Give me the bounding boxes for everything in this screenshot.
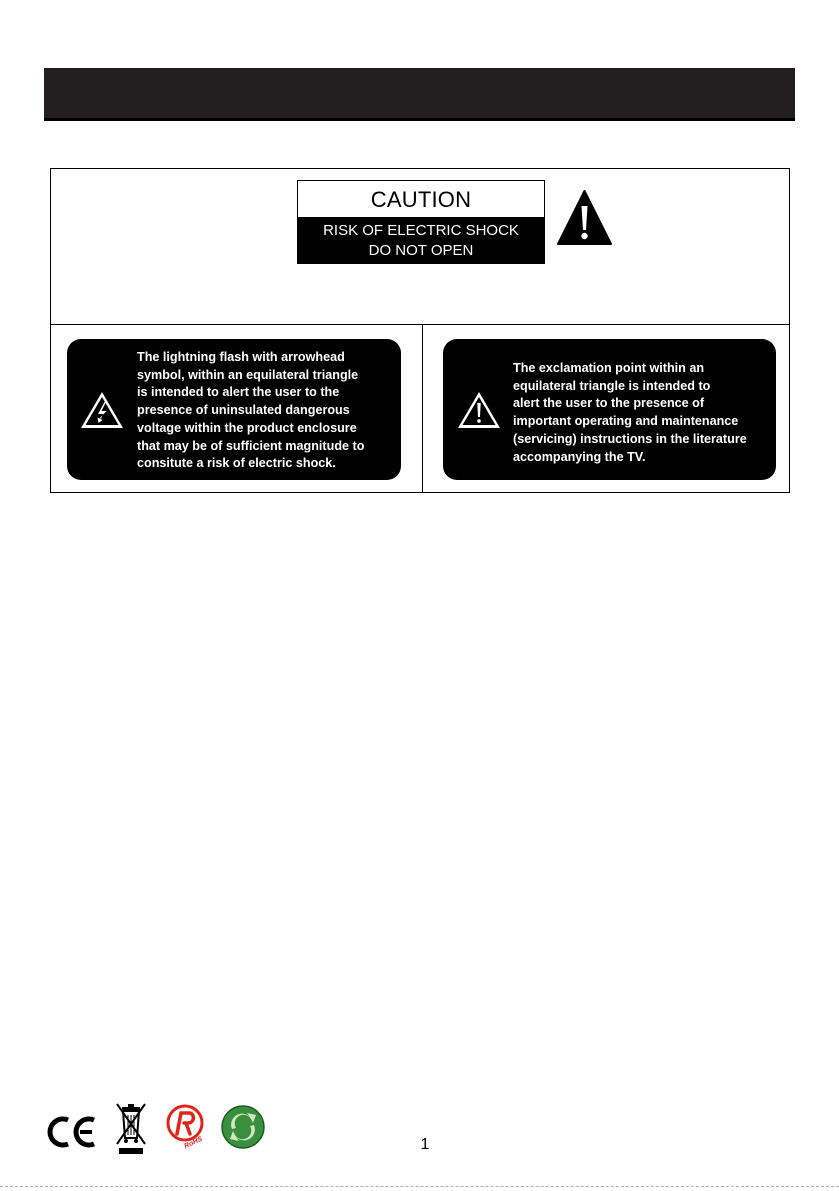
rohs-icon (164, 1102, 208, 1155)
caution-label (297, 180, 545, 264)
footer-rule (0, 1186, 839, 1187)
weee-bin-icon (114, 1101, 148, 1160)
frame-divider (51, 324, 789, 325)
warning-triangle-icon (556, 188, 613, 248)
ce-mark-icon (46, 1114, 98, 1155)
frame-divider (422, 324, 423, 492)
exclamation-notice-card (443, 339, 776, 480)
green-dot-icon (220, 1104, 266, 1155)
lightning-notice-text: The lightning flash with arrowhead symbol, within an equilateral triangle is intended to alert the user to the presence of uninsulated dangerous voltage within the product enclosure that may be of sufficient magnitude to consitute a risk of electric shock. (137, 350, 365, 471)
section-header-bar (44, 68, 795, 121)
caution-title: CAUTION (370, 186, 472, 212)
caution-line-2: DO NOT OPEN (368, 241, 474, 259)
rohs-mark-text: RoHS (183, 1135, 204, 1150)
page-number: 1 (420, 1136, 430, 1153)
exclamation-triangle-icon (456, 390, 502, 430)
caution-warning-strip (297, 217, 545, 264)
lightning-triangle-icon (79, 390, 125, 430)
caution-line-1: RISK OF ELECTRIC SHOCK (323, 221, 519, 239)
certification-marks (46, 1098, 276, 1158)
lightning-notice-card (67, 339, 401, 480)
exclamation-notice-text: The exclamation point within an equilateral triangle is intended to alert the user to the presence of important operating and maintenance (servicing) instructions in the literature accompanying the TV. (513, 361, 747, 464)
